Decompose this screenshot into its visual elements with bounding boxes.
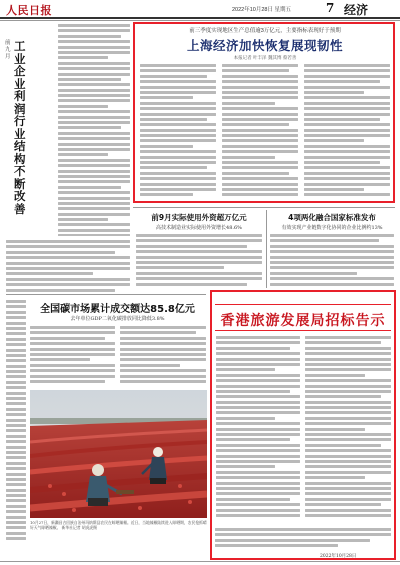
lower-section-rule xyxy=(6,294,206,295)
feature-body-upper xyxy=(58,24,130,236)
lead-story-col-3 xyxy=(304,64,390,198)
feature-body-lower xyxy=(6,240,130,292)
tender-notice-rule-bottom xyxy=(215,330,391,331)
mid-right-kicker: 有效实现产业链数字化协同的企业比例约13% xyxy=(281,225,383,231)
photo-caption: 10月27日，新疆昌吉回族自治州玛纳斯县农民在晾晒辣椒。近日，当地辣椒陆续进入晾晒期，农民抢抓晴好天气晾晒辣椒。 新华社记者 胡虎虎摄 xyxy=(30,520,207,530)
footer-rule xyxy=(0,561,400,562)
header-rule xyxy=(0,17,400,19)
carbon-story-col-2 xyxy=(120,326,206,386)
lead-story-col-1 xyxy=(140,64,216,198)
mid-left-kicker: 高技术制造业实际使用外资增长48.6% xyxy=(156,225,242,231)
header-rule-thin xyxy=(0,20,400,21)
mid-left-title: 前9月实际使用外资超万亿元 xyxy=(151,213,247,222)
chili-drying-illustration xyxy=(30,390,207,518)
tender-notice-title: 香港旅游发展局招标告示 xyxy=(220,313,386,329)
page-number: 7 xyxy=(326,1,335,15)
mid-section-rule xyxy=(133,207,395,208)
lead-story-title: 上海经济加快恢复展现韧性 xyxy=(186,38,343,53)
carbon-story-kicker: 去年单位GDP二氧化碳排放同比降低3.8% xyxy=(70,316,165,322)
mid-right-title: 4项两化融合国家标准发布 xyxy=(288,213,376,222)
carbon-story-title: 全国碳市场累计成交额达85.8亿元 xyxy=(40,304,195,315)
mid-right-body xyxy=(270,234,394,286)
tender-notice-col-1 xyxy=(216,336,300,521)
lead-story-col-2 xyxy=(222,64,298,198)
mid-left-body xyxy=(136,234,262,286)
carbon-story-col-1 xyxy=(30,326,115,386)
lead-story-kicker: 前三季度实现地区生产总值逾3万亿元，主要指标表现好于预期 xyxy=(189,28,341,34)
issue-date: 2022年10月28日 星期五 xyxy=(232,7,291,13)
tender-notice-footer xyxy=(215,528,391,550)
feature-title: 工业企业利润行业结构不断改善 xyxy=(14,39,26,216)
lead-story-byline: 本报记者 叶丰泽 魏其博 蔡若善 xyxy=(233,56,297,61)
tender-notice-col-2 xyxy=(305,336,391,521)
feature-kicker: 前九月 xyxy=(5,40,11,60)
chili-drying-photo xyxy=(30,390,207,518)
newspaper-logo: 人民日报 xyxy=(6,4,52,17)
section-name: 经济 xyxy=(344,3,369,17)
left-rail-text xyxy=(6,300,26,555)
tender-notice-date: 2022年10月28日 xyxy=(320,554,357,559)
mid-column-divider xyxy=(266,210,267,288)
tender-notice-rule-top xyxy=(215,304,391,305)
